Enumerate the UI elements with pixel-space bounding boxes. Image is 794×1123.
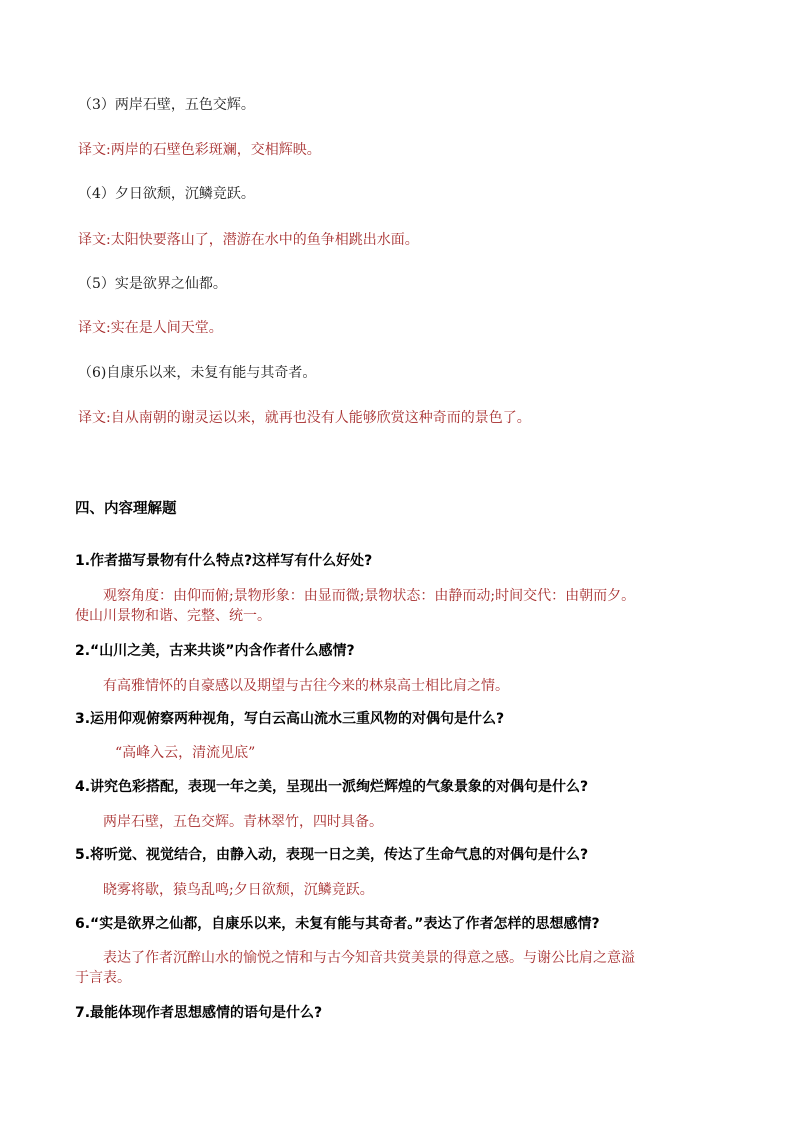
- question-1: 1.作者描写景物有什么特点?这样写有什么好处?: [75, 553, 373, 569]
- question-6: 6.“实是欲界之仙都，自康乐以来，未复有能与其奇者。”表达了作者怎样的思想感情?: [75, 916, 600, 932]
- source-line-3: （3）两岸石壁，五色交辉。: [78, 97, 255, 113]
- source-line-6: （6)自康乐以来，未复有能与其奇者。: [78, 365, 317, 381]
- translation-text: 两岸的石壁色彩斑斓，交相辉映。: [110, 142, 321, 158]
- answer-4: 两岸石壁，五色交辉。青林翠竹，四时具备。: [103, 814, 383, 830]
- source-line-5: （5）实是欲界之仙都。: [78, 276, 227, 292]
- translation-label: 译文:: [78, 410, 111, 426]
- translation-label: 译文:: [78, 232, 111, 248]
- translation-line-6: [78, 408, 531, 428]
- answer-3: “高峰入云，清流见底”: [115, 745, 256, 761]
- answer-6-line-1: 表达了作者沉醉山水的愉悦之情和与古今知音共赏美景的得意之感。与谢公比肩之意溢: [103, 950, 635, 966]
- question-4: 4.讲究色彩搭配，表现一年之美，呈现出一派绚烂辉煌的气象景象的对偶句是什么?: [75, 779, 589, 795]
- answer-2: 有高雅情怀的自豪感以及期望与古往今来的林泉高士相比肩之情。: [103, 678, 509, 694]
- translation-label: 译文:: [78, 320, 111, 336]
- question-7: 7.最能体现作者思想感情的语句是什么?: [75, 1005, 323, 1021]
- answer-1-line-1: 观察角度：由仰而俯;景物形象：由显而微;景物状态：由静而动;时间交代：由朝而夕。: [103, 588, 636, 604]
- translation-text: 自从南朝的谢灵运以来，就再也没有人能够欣赏这种奇而的景色了。: [110, 410, 531, 426]
- translation-line-4: [78, 230, 419, 250]
- question-5: 5.将听觉、视觉结合，由静入动，表现一日之美，传达了生命气息的对偶句是什么?: [75, 847, 589, 863]
- question-3: 3.运用仰观俯察两种视角，写白云高山流水三重风物的对偶句是什么?: [75, 711, 505, 727]
- translation-label: 译文:: [78, 142, 111, 158]
- question-2: 2.“山川之美，古来共谈”内含作者什么感情?: [75, 643, 355, 659]
- translation-line-3: [78, 140, 321, 160]
- answer-5: 晓雾将歇，猿鸟乱鸣;夕日欲颓，沉鳞竞跃。: [103, 882, 374, 898]
- source-line-4: （4）夕日欲颓，沉鳞竞跃。: [78, 186, 255, 202]
- answer-1-line-2: 使山川景物和谐、完整、统一。: [75, 608, 271, 624]
- translation-text: 实在是人间天堂。: [110, 320, 223, 336]
- answer-6-line-2: 于言表。: [75, 970, 131, 986]
- translation-text: 太阳快要落山了，潜游在水中的鱼争相跳出水面。: [110, 232, 419, 248]
- translation-line-5: [78, 318, 223, 338]
- section-title: 四、内容理解题: [75, 501, 177, 517]
